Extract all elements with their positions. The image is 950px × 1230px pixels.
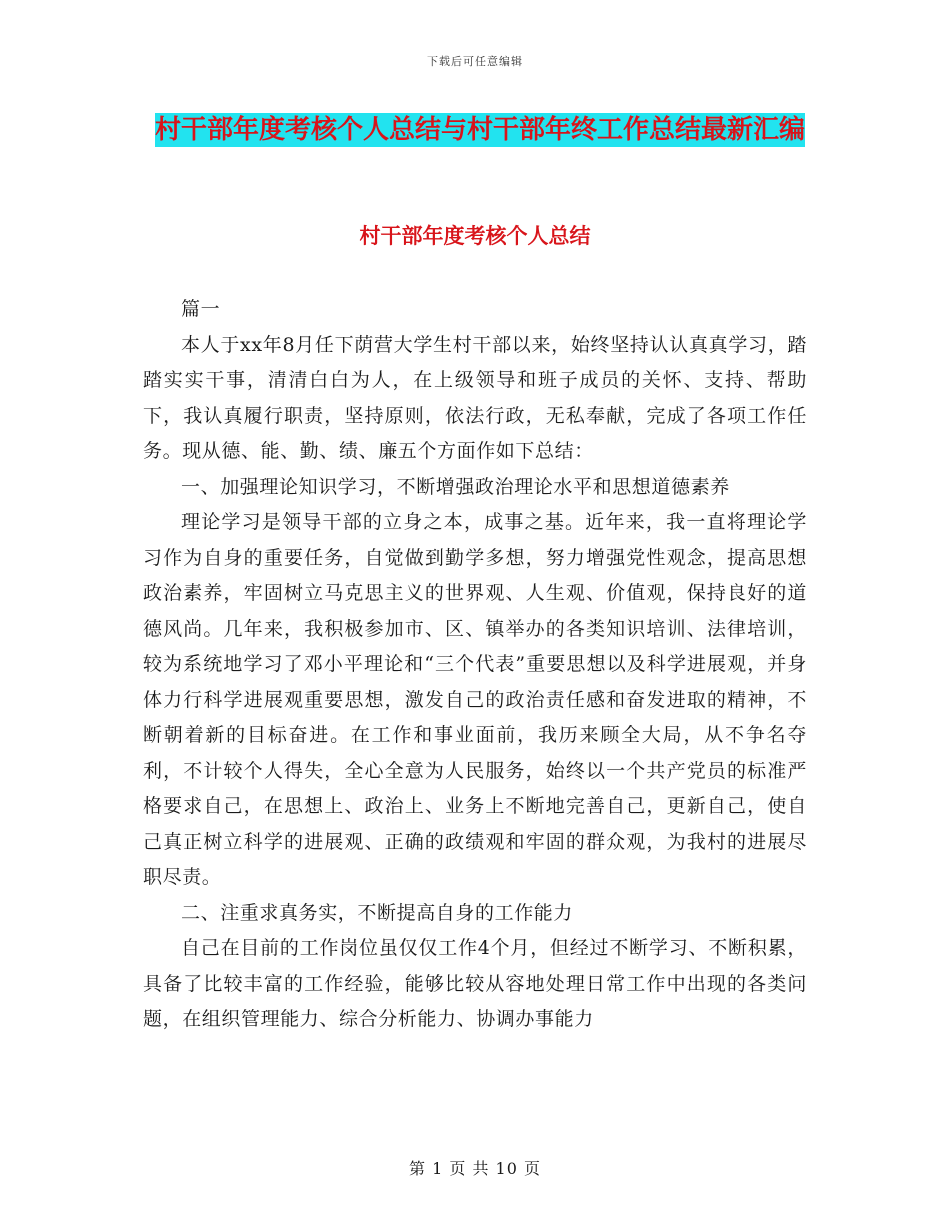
document-title (150, 108, 810, 152)
paragraph-heading: 二、注重求真务实，不断提高自身的工作能力 (181, 901, 574, 924)
page-number-footer: 第 1 页 共 10 页 (409, 1159, 541, 1178)
section-title: 村干部年度考核个人总结 (359, 223, 591, 248)
paragraph-heading: 一、加强理论知识学习，不断增强政治理论水平和思想道德素养 (181, 475, 730, 498)
paragraph: 篇一 (181, 298, 221, 320)
document-body (143, 292, 807, 1038)
paragraph: 理论学习是领导干部的立身之本，成事之基。近年来，我一直将理论学习作为自身的重要任务，自觉做到勤学多想，努力增强党性观念，提高思想政治素养，牢固树立马克思主义的世界观、人生观、价值观，保持良好的道德风尚。几年来，我积极参加市、区、镇举办的各类知识培训、法律培训，较为系统地学习了邓小平理论和“三个代表”重要思想以及科学进展观，并身体力行科学进展观重要思想，激发自己的政治责任感和奋发进取的精神，不断朝着新的目标奋进。在工作和事业面前，我历来顾全大局，从不争名夺利，不计较个人得失，全心全意为人民服务，始终以一个共产党员的标准严格要求自己，在思想上、政治上、业务上不断地完善自己，更新自己，使自己真正树立科学的进展观、正确的政绩观和牢固的群众观，为我村的进展尽职尽责。 (143, 511, 807, 888)
paragraph: 自己在目前的工作岗位虽仅仅工作4个月，但经过不断学习、不断积累，具备了比较丰富的工作经验，能够比较从容地处理日常工作中出现的各类问题，在组织管理能力、综合分析能力、协调办事能力 (143, 937, 807, 1030)
paragraph: 本人于xx年8月任下荫营大学生村干部以来，始终坚持认认真真学习，踏踏实实干事，清清白白为人，在上级领导和班子成员的关怀、支持、帮助下，我认真履行职责，坚持原则，依法行政，无私奉献，完成了各项工作任务。现从德、能、勤、绩、廉五个方面作如下总结： (143, 333, 807, 462)
header-note: 下载后可任意编辑 (427, 55, 523, 68)
document-title-text: 村干部年度考核个人总结与村干部年终工作总结最新汇编 (154, 115, 805, 145)
